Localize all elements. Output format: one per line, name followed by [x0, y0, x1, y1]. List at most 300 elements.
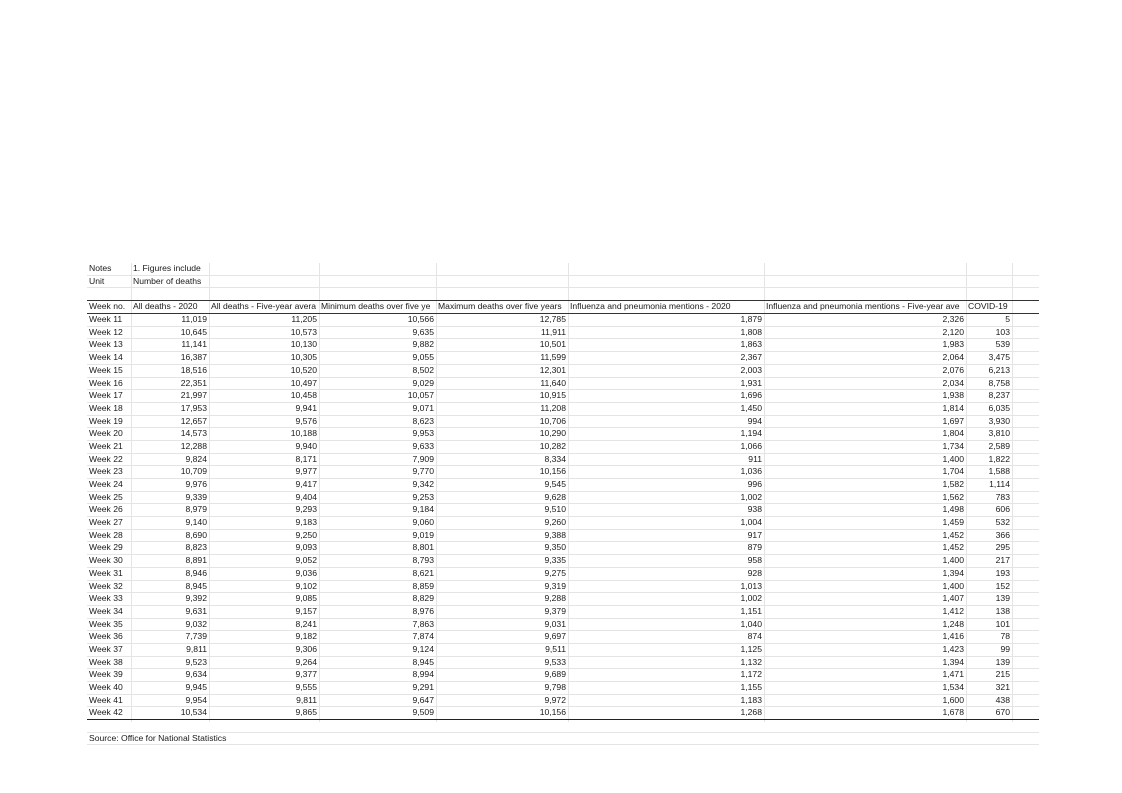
- all-deaths-cell[interactable]: 9,954: [185, 694, 207, 705]
- week-cell[interactable]: Week 27: [89, 517, 123, 528]
- covid19-cell[interactable]: 1,588: [988, 466, 1010, 477]
- week-cell[interactable]: Week 18: [89, 402, 123, 413]
- all-deaths-cell[interactable]: 7,739: [185, 631, 207, 642]
- maximum-cell[interactable]: 9,288: [544, 593, 566, 604]
- notes-value[interactable]: 1. Figures include: [133, 263, 201, 273]
- all-deaths-cell[interactable]: 9,634: [185, 669, 207, 680]
- source-note[interactable]: Source: Office for National Statistics: [89, 732, 227, 743]
- influenza-average-cell[interactable]: 1,423: [942, 643, 964, 654]
- minimum-cell[interactable]: 9,291: [412, 682, 434, 692]
- week-cell[interactable]: Week 19: [89, 415, 123, 426]
- covid19-cell[interactable]: 5: [1005, 314, 1010, 325]
- table-row: [87, 593, 1039, 606]
- influenza-average-cell[interactable]: 1,582: [942, 479, 964, 489]
- five-year-average-cell[interactable]: 9,576: [295, 415, 317, 426]
- all-deaths-cell[interactable]: 8,690: [185, 529, 207, 540]
- minimum-cell[interactable]: 9,071: [412, 402, 434, 413]
- five-year-average-cell[interactable]: 9,085: [295, 593, 317, 604]
- five-year-average-cell[interactable]: 9,036: [295, 567, 317, 578]
- minimum-cell[interactable]: 9,509: [412, 707, 434, 718]
- covid19-cell[interactable]: 99: [1000, 643, 1010, 654]
- week-cell[interactable]: Week 38: [89, 656, 123, 667]
- week-cell[interactable]: Week 35: [89, 618, 123, 629]
- maximum-cell[interactable]: 9,350: [544, 542, 566, 553]
- table-row: [87, 619, 1039, 632]
- all-deaths-cell[interactable]: 14,573: [180, 428, 207, 439]
- covid19-cell[interactable]: 2,589: [988, 440, 1010, 451]
- influenza-average-cell[interactable]: 1,400: [942, 580, 964, 591]
- week-cell[interactable]: Week 37: [89, 643, 123, 654]
- all-deaths-cell[interactable]: 22,351: [180, 377, 207, 388]
- table-row: [87, 314, 1039, 327]
- covid19-cell[interactable]: 215: [995, 669, 1010, 680]
- five-year-average-cell[interactable]: 8,241: [295, 618, 317, 629]
- header-covid19[interactable]: COVID-19: [968, 301, 1008, 312]
- all-deaths-cell[interactable]: 16,387: [180, 352, 207, 363]
- covid19-cell[interactable]: 217: [995, 555, 1010, 566]
- week-cell[interactable]: Week 39: [89, 669, 123, 680]
- all-deaths-cell[interactable]: 9,339: [185, 491, 207, 502]
- minimum-cell[interactable]: 9,647: [412, 694, 434, 705]
- maximum-cell[interactable]: 9,533: [544, 656, 566, 667]
- influenza-2020-cell[interactable]: 1,879: [740, 314, 762, 325]
- influenza-2020-cell[interactable]: 874: [747, 631, 762, 642]
- all-deaths-cell[interactable]: 9,523: [185, 656, 207, 667]
- header-maximum[interactable]: Maximum deaths over five years: [438, 301, 562, 312]
- influenza-average-cell[interactable]: 1,394: [942, 567, 964, 578]
- five-year-average-cell[interactable]: 10,188: [290, 428, 317, 439]
- week-cell[interactable]: Week 36: [89, 631, 123, 642]
- all-deaths-cell[interactable]: 10,645: [180, 326, 207, 337]
- all-deaths-cell[interactable]: 12,657: [180, 415, 207, 426]
- influenza-2020-cell[interactable]: 996: [747, 479, 762, 489]
- week-cell[interactable]: Week 12: [89, 326, 123, 337]
- maximum-cell[interactable]: 9,697: [544, 631, 566, 642]
- minimum-cell[interactable]: 7,874: [412, 631, 434, 642]
- all-deaths-cell[interactable]: 18,516: [180, 364, 207, 375]
- week-cell[interactable]: Week 23: [89, 466, 123, 477]
- influenza-2020-cell[interactable]: 1,004: [740, 517, 762, 528]
- covid19-cell[interactable]: 366: [995, 529, 1010, 540]
- five-year-average-cell[interactable]: 9,306: [295, 643, 317, 654]
- maximum-cell[interactable]: 9,510: [544, 504, 566, 515]
- minimum-cell[interactable]: 8,621: [412, 567, 434, 578]
- week-cell[interactable]: Week 25: [89, 491, 123, 502]
- all-deaths-cell[interactable]: 9,392: [185, 593, 207, 604]
- all-deaths-cell[interactable]: 8,946: [185, 567, 207, 578]
- five-year-average-cell[interactable]: 9,811: [296, 694, 317, 705]
- covid19-cell[interactable]: 3,475: [988, 352, 1010, 363]
- all-deaths-cell[interactable]: 10,709: [180, 466, 207, 477]
- table-row: [87, 581, 1039, 594]
- covid19-cell[interactable]: 1,114: [989, 479, 1010, 489]
- covid19-cell[interactable]: 8,237: [988, 390, 1010, 401]
- influenza-average-cell[interactable]: 1,498: [942, 504, 964, 515]
- maximum-cell[interactable]: 12,785: [539, 314, 566, 325]
- five-year-average-cell[interactable]: 8,171: [295, 453, 317, 464]
- influenza-average-cell[interactable]: 2,076: [942, 364, 964, 375]
- influenza-2020-cell[interactable]: 879: [747, 542, 762, 553]
- maximum-cell[interactable]: 10,290: [539, 428, 566, 439]
- influenza-2020-cell[interactable]: 2,003: [740, 364, 762, 375]
- influenza-average-cell[interactable]: 2,034: [942, 377, 964, 388]
- five-year-average-cell[interactable]: 9,865: [295, 707, 317, 718]
- all-deaths-cell[interactable]: 9,140: [185, 517, 207, 528]
- table-row: [87, 441, 1039, 454]
- week-cell[interactable]: Week 33: [89, 593, 123, 604]
- five-year-average-cell[interactable]: 9,940: [295, 440, 317, 451]
- maximum-cell[interactable]: 11,599: [540, 352, 566, 363]
- minimum-cell[interactable]: 7,863: [412, 618, 434, 629]
- influenza-2020-cell[interactable]: 1,132: [740, 656, 762, 667]
- five-year-average-cell[interactable]: 9,052: [295, 555, 317, 566]
- header-influenza-2020[interactable]: Influenza and pneumonia mentions - 2020: [570, 301, 731, 312]
- week-cell[interactable]: Week 21: [89, 440, 123, 451]
- covid19-cell[interactable]: 101: [995, 618, 1010, 629]
- minimum-cell[interactable]: 9,342: [412, 479, 434, 489]
- all-deaths-cell[interactable]: 10,534: [180, 707, 207, 718]
- covid19-cell[interactable]: 193: [995, 567, 1010, 578]
- covid19-cell[interactable]: 139: [995, 656, 1010, 667]
- influenza-average-cell[interactable]: 1,704: [942, 466, 964, 477]
- influenza-2020-cell[interactable]: 1,183: [740, 694, 762, 705]
- influenza-2020-cell[interactable]: 1,002: [740, 491, 762, 502]
- table-body: [87, 314, 1039, 720]
- header-minimum[interactable]: Minimum deaths over five ye: [321, 301, 431, 312]
- all-deaths-cell[interactable]: 9,631: [185, 605, 207, 616]
- week-cell[interactable]: Week 34: [89, 605, 123, 616]
- five-year-average-cell[interactable]: 10,497: [290, 377, 317, 388]
- maximum-cell[interactable]: 9,275: [544, 567, 566, 578]
- influenza-2020-cell[interactable]: 938: [747, 504, 762, 515]
- five-year-average-cell[interactable]: 9,941: [295, 402, 317, 413]
- five-year-average-cell[interactable]: 9,404: [295, 491, 317, 502]
- minimum-cell[interactable]: 7,909: [412, 453, 434, 464]
- all-deaths-cell[interactable]: 9,811: [186, 643, 207, 654]
- influenza-average-cell[interactable]: 1,407: [942, 593, 964, 604]
- table-row: [87, 416, 1039, 429]
- maximum-cell[interactable]: 11,208: [540, 402, 566, 413]
- all-deaths-cell[interactable]: 9,945: [185, 682, 207, 692]
- influenza-average-cell[interactable]: 1,678: [942, 707, 964, 718]
- all-deaths-cell[interactable]: 8,945: [185, 580, 207, 591]
- influenza-2020-cell[interactable]: 1,125: [740, 643, 762, 654]
- table-row: [87, 631, 1039, 644]
- all-deaths-cell[interactable]: 8,823: [185, 542, 207, 553]
- maximum-cell[interactable]: 9,379: [544, 605, 566, 616]
- minimum-cell[interactable]: 10,057: [407, 390, 434, 401]
- five-year-average-cell[interactable]: 9,977: [295, 466, 317, 477]
- all-deaths-cell[interactable]: 8,979: [185, 504, 207, 515]
- influenza-2020-cell[interactable]: 958: [747, 555, 762, 566]
- influenza-average-cell[interactable]: 2,120: [942, 326, 964, 337]
- five-year-average-cell[interactable]: 9,293: [295, 504, 317, 515]
- covid19-cell[interactable]: 152: [995, 580, 1010, 591]
- header-five-year-average[interactable]: All deaths - Five-year avera: [211, 301, 317, 312]
- covid19-cell[interactable]: 1,822: [988, 453, 1010, 464]
- maximum-cell[interactable]: 9,388: [544, 529, 566, 540]
- minimum-cell[interactable]: 9,770: [412, 466, 434, 477]
- maximum-cell[interactable]: 9,689: [544, 669, 566, 680]
- minimum-cell[interactable]: 9,060: [412, 517, 434, 528]
- maximum-cell[interactable]: 9,319: [544, 580, 566, 591]
- maximum-cell[interactable]: 9,260: [544, 517, 566, 528]
- table-row: [87, 352, 1039, 365]
- maximum-cell[interactable]: 10,915: [539, 390, 566, 401]
- table-row: [87, 517, 1039, 530]
- influenza-2020-cell[interactable]: 1,036: [740, 466, 762, 477]
- minimum-cell[interactable]: 9,029: [412, 377, 434, 388]
- week-cell[interactable]: Week 31: [89, 567, 123, 578]
- covid19-cell[interactable]: 6,213: [988, 364, 1010, 375]
- unit-value[interactable]: Number of deaths: [133, 275, 202, 286]
- minimum-cell[interactable]: 8,801: [412, 542, 434, 553]
- influenza-average-cell[interactable]: 1,938: [942, 390, 964, 401]
- influenza-average-cell[interactable]: 1,471: [942, 669, 964, 680]
- influenza-average-cell[interactable]: 1,983: [942, 339, 964, 350]
- table-header: [87, 300, 1039, 314]
- all-deaths-cell[interactable]: 17,953: [180, 402, 207, 413]
- table-row: [87, 479, 1039, 492]
- minimum-cell[interactable]: 9,253: [412, 491, 434, 502]
- week-cell[interactable]: Week 11: [89, 314, 123, 325]
- minimum-cell[interactable]: 9,882: [412, 339, 434, 350]
- maximum-cell[interactable]: 11,640: [540, 377, 566, 388]
- table-row: [87, 428, 1039, 441]
- week-cell[interactable]: Week 20: [89, 428, 123, 439]
- maximum-cell[interactable]: 9,628: [544, 491, 566, 502]
- maximum-cell[interactable]: 9,031: [544, 618, 566, 629]
- notes-row: [87, 263, 1039, 276]
- five-year-average-cell[interactable]: 10,573: [290, 326, 317, 337]
- week-cell[interactable]: Week 13: [89, 339, 123, 350]
- minimum-cell[interactable]: 8,793: [412, 555, 434, 566]
- maximum-cell[interactable]: 9,972: [544, 694, 566, 705]
- influenza-average-cell[interactable]: 1,562: [942, 491, 964, 502]
- week-cell[interactable]: Week 17: [89, 390, 123, 401]
- five-year-average-cell[interactable]: 11,205: [291, 314, 317, 325]
- five-year-average-cell[interactable]: 9,157: [295, 605, 317, 616]
- empty-row: [87, 720, 1039, 733]
- minimum-cell[interactable]: 8,859: [412, 580, 434, 591]
- header-influenza-average[interactable]: Influenza and pneumonia mentions - Five-year ave: [766, 301, 960, 312]
- maximum-cell[interactable]: 9,511: [545, 643, 566, 654]
- spreadsheet: [87, 263, 1039, 745]
- covid19-cell[interactable]: 438: [995, 694, 1010, 705]
- five-year-average-cell[interactable]: 10,305: [290, 352, 317, 363]
- week-cell[interactable]: Week 28: [89, 529, 123, 540]
- five-year-average-cell[interactable]: 9,093: [295, 542, 317, 553]
- minimum-cell[interactable]: 8,829: [412, 593, 434, 604]
- five-year-average-cell[interactable]: 9,417: [295, 479, 317, 489]
- all-deaths-cell[interactable]: 11,019: [181, 314, 207, 325]
- influenza-2020-cell[interactable]: 917: [747, 529, 762, 540]
- maximum-cell[interactable]: 11,911: [540, 326, 566, 337]
- covid19-cell[interactable]: 295: [995, 542, 1010, 553]
- covid19-cell[interactable]: 3,930: [988, 415, 1010, 426]
- influenza-average-cell[interactable]: 2,326: [942, 314, 964, 325]
- covid19-cell[interactable]: 78: [1000, 631, 1010, 642]
- influenza-average-cell[interactable]: 1,814: [942, 402, 964, 413]
- table-row: [87, 378, 1039, 391]
- week-cell[interactable]: Week 30: [89, 555, 123, 566]
- five-year-average-cell[interactable]: 9,264: [295, 656, 317, 667]
- minimum-cell[interactable]: 9,633: [412, 440, 434, 451]
- week-cell[interactable]: Week 29: [89, 542, 123, 553]
- header-all-deaths-2020[interactable]: All deaths - 2020: [133, 301, 198, 312]
- influenza-average-cell[interactable]: 1,600: [942, 694, 964, 705]
- all-deaths-cell[interactable]: 9,824: [185, 453, 207, 464]
- maximum-cell[interactable]: 9,798: [544, 682, 566, 692]
- five-year-average-cell[interactable]: 9,250: [295, 529, 317, 540]
- week-cell[interactable]: Week 14: [89, 352, 123, 363]
- maximum-cell[interactable]: 12,301: [539, 364, 566, 375]
- all-deaths-cell[interactable]: 8,891: [185, 555, 207, 566]
- influenza-average-cell[interactable]: 1,697: [942, 415, 964, 426]
- week-cell[interactable]: Week 41: [89, 694, 123, 705]
- influenza-2020-cell[interactable]: 928: [747, 567, 762, 578]
- influenza-average-cell[interactable]: 1,400: [942, 555, 964, 566]
- table-row: [87, 466, 1039, 479]
- influenza-average-cell[interactable]: 1,400: [942, 453, 964, 464]
- influenza-2020-cell[interactable]: 1,172: [740, 669, 762, 680]
- maximum-cell[interactable]: 10,282: [539, 440, 566, 451]
- covid19-cell[interactable]: 8,758: [988, 377, 1010, 388]
- influenza-2020-cell[interactable]: 1,194: [740, 428, 762, 439]
- table-row: [87, 492, 1039, 505]
- influenza-average-cell[interactable]: 1,416: [942, 631, 964, 642]
- influenza-average-cell[interactable]: 1,459: [942, 517, 964, 528]
- minimum-cell[interactable]: 8,976: [412, 605, 434, 616]
- covid19-cell[interactable]: 139: [995, 593, 1010, 604]
- table-row: [87, 568, 1039, 581]
- minimum-cell[interactable]: 8,502: [412, 364, 434, 375]
- influenza-average-cell[interactable]: 2,064: [942, 352, 964, 363]
- influenza-average-cell[interactable]: 1,534: [942, 682, 964, 692]
- influenza-2020-cell[interactable]: 994: [747, 415, 762, 426]
- minimum-cell[interactable]: 9,184: [412, 504, 434, 515]
- header-week[interactable]: Week no.: [89, 301, 126, 312]
- covid19-cell[interactable]: 321: [995, 682, 1010, 692]
- all-deaths-cell[interactable]: 12,288: [180, 440, 207, 451]
- covid19-cell[interactable]: 103: [995, 326, 1010, 337]
- minimum-cell[interactable]: 9,019: [412, 529, 434, 540]
- influenza-2020-cell[interactable]: 1,696: [740, 390, 762, 401]
- five-year-average-cell[interactable]: 9,377: [295, 669, 317, 680]
- influenza-average-cell[interactable]: 1,734: [942, 440, 964, 451]
- five-year-average-cell[interactable]: 10,458: [290, 390, 317, 401]
- all-deaths-cell[interactable]: 9,976: [185, 479, 207, 489]
- table-row: [87, 695, 1039, 708]
- influenza-2020-cell[interactable]: 1,002: [740, 593, 762, 604]
- influenza-2020-cell[interactable]: 1,808: [740, 326, 762, 337]
- minimum-cell[interactable]: 8,945: [412, 656, 434, 667]
- source-row: [87, 733, 1039, 746]
- five-year-average-cell[interactable]: 9,182: [295, 631, 317, 642]
- influenza-average-cell[interactable]: 1,412: [942, 605, 964, 616]
- maximum-cell[interactable]: 8,334: [544, 453, 566, 464]
- covid19-cell[interactable]: 783: [995, 491, 1010, 502]
- maximum-cell[interactable]: 10,501: [539, 339, 566, 350]
- five-year-average-cell[interactable]: 9,555: [295, 682, 317, 692]
- five-year-average-cell[interactable]: 10,130: [290, 339, 317, 350]
- all-deaths-cell[interactable]: 21,997: [180, 390, 207, 401]
- all-deaths-cell[interactable]: 11,141: [181, 339, 207, 350]
- influenza-2020-cell[interactable]: 911: [748, 453, 762, 464]
- covid19-cell[interactable]: 6,035: [988, 402, 1010, 413]
- minimum-cell[interactable]: 9,055: [412, 352, 434, 363]
- influenza-2020-cell[interactable]: 1,066: [740, 440, 762, 451]
- unit-label[interactable]: Unit: [89, 275, 105, 286]
- notes-label[interactable]: Notes: [89, 263, 112, 273]
- influenza-2020-cell[interactable]: 2,367: [740, 352, 762, 363]
- five-year-average-cell[interactable]: 9,183: [295, 517, 317, 528]
- week-cell[interactable]: Week 42: [89, 707, 123, 718]
- maximum-cell[interactable]: 10,706: [539, 415, 566, 426]
- influenza-2020-cell[interactable]: 1,931: [740, 377, 762, 388]
- influenza-2020-cell[interactable]: 1,040: [740, 618, 762, 629]
- covid19-cell[interactable]: 539: [995, 339, 1010, 350]
- maximum-cell[interactable]: 9,545: [544, 479, 566, 489]
- influenza-2020-cell[interactable]: 1,013: [740, 580, 762, 591]
- five-year-average-cell[interactable]: 9,102: [295, 580, 317, 591]
- table-row: [87, 403, 1039, 416]
- influenza-2020-cell[interactable]: 1,863: [740, 339, 762, 350]
- all-deaths-cell[interactable]: 9,032: [185, 618, 207, 629]
- minimum-cell[interactable]: 8,994: [412, 669, 434, 680]
- week-cell[interactable]: Week 26: [89, 504, 123, 515]
- maximum-cell[interactable]: 9,335: [544, 555, 566, 566]
- minimum-cell[interactable]: 9,635: [412, 326, 434, 337]
- maximum-cell[interactable]: 10,156: [539, 466, 566, 477]
- covid19-cell[interactable]: 3,810: [988, 428, 1010, 439]
- week-cell[interactable]: Week 22: [89, 453, 123, 464]
- influenza-2020-cell[interactable]: 1,155: [740, 682, 762, 692]
- minimum-cell[interactable]: 10,566: [407, 314, 434, 325]
- week-cell[interactable]: Week 32: [89, 580, 123, 591]
- table-row: [87, 657, 1039, 670]
- covid19-cell[interactable]: 532: [995, 517, 1010, 528]
- covid19-cell[interactable]: 138: [995, 605, 1010, 616]
- unit-row: [87, 276, 1039, 289]
- minimum-cell[interactable]: 9,953: [412, 428, 434, 439]
- influenza-2020-cell[interactable]: 1,151: [740, 605, 762, 616]
- week-cell[interactable]: Week 24: [89, 479, 123, 489]
- influenza-average-cell[interactable]: 1,804: [942, 428, 964, 439]
- influenza-2020-cell[interactable]: 1,268: [740, 707, 762, 718]
- influenza-2020-cell[interactable]: 1,450: [740, 402, 762, 413]
- week-cell[interactable]: Week 40: [89, 682, 123, 692]
- covid19-cell[interactable]: 606: [995, 504, 1010, 515]
- table-row: [87, 454, 1039, 467]
- covid19-cell[interactable]: 670: [995, 707, 1010, 718]
- five-year-average-cell[interactable]: 10,520: [290, 364, 317, 375]
- minimum-cell[interactable]: 8,623: [412, 415, 434, 426]
- influenza-average-cell[interactable]: 1,394: [942, 656, 964, 667]
- table-row: [87, 365, 1039, 378]
- week-cell[interactable]: Week 15: [89, 364, 123, 375]
- minimum-cell[interactable]: 9,124: [412, 643, 434, 654]
- influenza-average-cell[interactable]: 1,452: [942, 529, 964, 540]
- influenza-average-cell[interactable]: 1,248: [942, 618, 964, 629]
- table-row: [87, 339, 1039, 352]
- maximum-cell[interactable]: 10,156: [539, 707, 566, 718]
- influenza-average-cell[interactable]: 1,452: [942, 542, 964, 553]
- week-cell[interactable]: Week 16: [89, 377, 123, 388]
- table-row: [87, 542, 1039, 555]
- table-row: [87, 606, 1039, 619]
- table-row: [87, 682, 1039, 695]
